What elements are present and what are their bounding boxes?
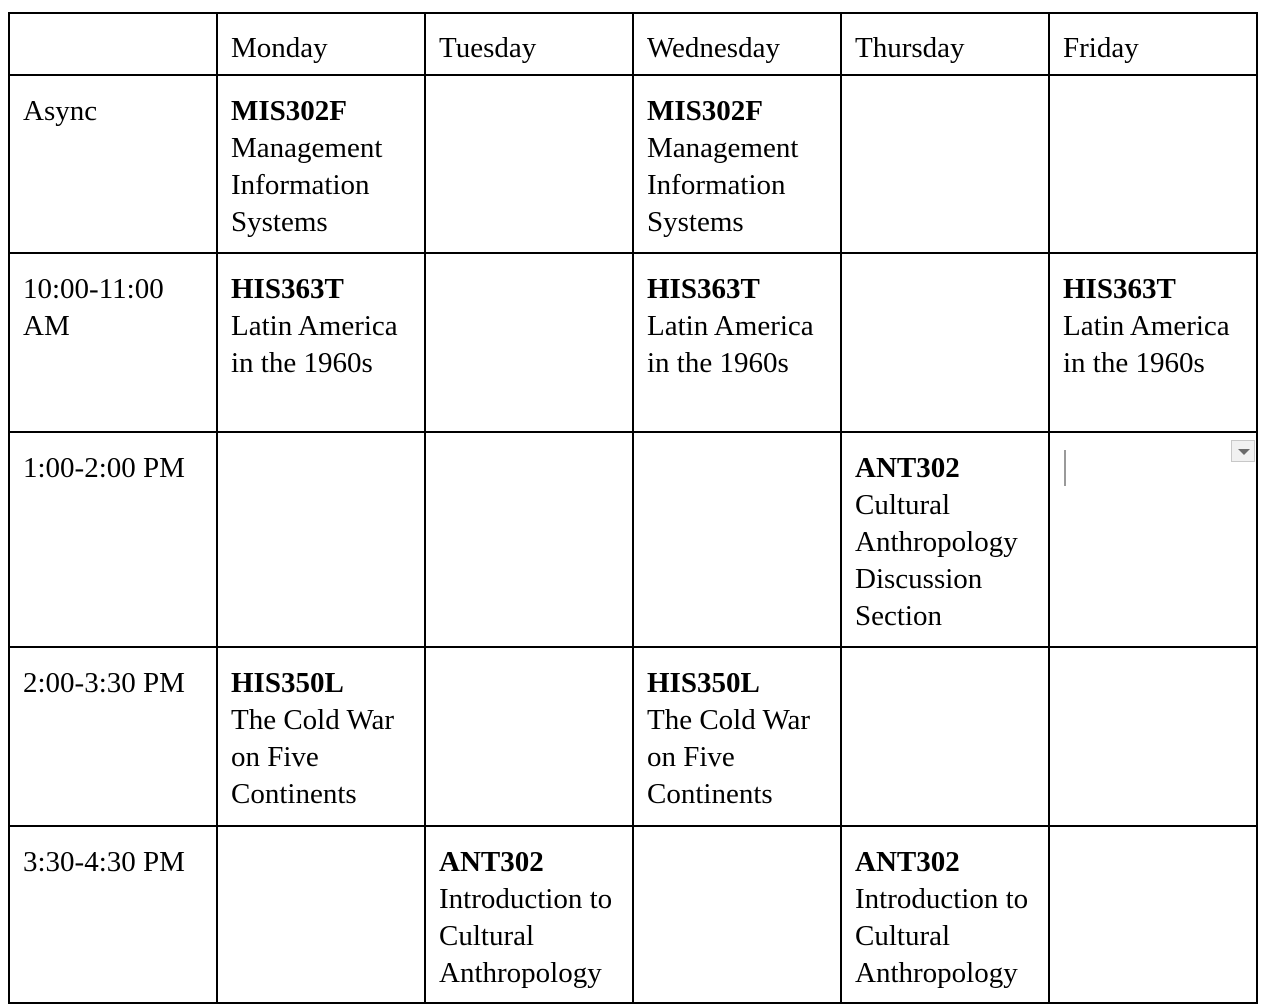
empty-cell-tuesday[interactable] bbox=[425, 75, 633, 253]
course-name: Cultural Anthropology Discussion Section bbox=[855, 489, 1018, 632]
time-cell[interactable]: 1:00-2:00 PM bbox=[9, 432, 217, 647]
active-cell-friday[interactable] bbox=[1049, 432, 1257, 647]
header-cell-monday[interactable]: Monday bbox=[217, 13, 425, 75]
course-name: Latin America in the 1960s bbox=[231, 310, 398, 379]
course-cell-tuesday[interactable] bbox=[425, 826, 633, 1003]
time-cell[interactable]: 10:00-11:00 AM bbox=[9, 253, 217, 432]
empty-cell-tuesday[interactable] bbox=[425, 253, 633, 432]
empty-cell-monday[interactable] bbox=[217, 432, 425, 647]
time-cell[interactable]: 3:30-4:30 PM bbox=[9, 826, 217, 1003]
course-cell-monday[interactable] bbox=[217, 647, 425, 826]
course-cell-wednesday[interactable] bbox=[633, 75, 841, 253]
header-cell-blank[interactable] bbox=[9, 13, 217, 75]
course-code: HIS350L bbox=[647, 667, 760, 699]
header-cell-friday[interactable]: Friday bbox=[1049, 13, 1257, 75]
course-cell-friday[interactable] bbox=[1049, 253, 1257, 432]
empty-cell-thursday[interactable] bbox=[841, 253, 1049, 432]
empty-cell-tuesday[interactable] bbox=[425, 647, 633, 826]
course-name: The Cold War on Five Continents bbox=[231, 704, 395, 810]
course-code: HIS363T bbox=[231, 273, 344, 305]
course-name: Latin America in the 1960s bbox=[1063, 310, 1230, 379]
course-cell-monday[interactable] bbox=[217, 253, 425, 432]
course-name: Introduction to Cultural Anthropology bbox=[439, 883, 613, 989]
empty-cell-friday[interactable] bbox=[1049, 826, 1257, 1003]
course-code: HIS350L bbox=[231, 667, 344, 699]
course-name: Latin America in the 1960s bbox=[647, 310, 814, 379]
chevron-down-icon bbox=[1238, 449, 1250, 455]
course-cell-thursday[interactable] bbox=[841, 432, 1049, 647]
header-row bbox=[9, 13, 1257, 75]
course-code: ANT302 bbox=[855, 452, 960, 484]
empty-cell-friday[interactable] bbox=[1049, 75, 1257, 253]
empty-cell-thursday[interactable] bbox=[841, 75, 1049, 253]
course-cell-thursday[interactable] bbox=[841, 826, 1049, 1003]
course-name: Management Information Systems bbox=[231, 132, 383, 238]
course-cell-monday[interactable] bbox=[217, 75, 425, 253]
table-row bbox=[9, 432, 1257, 647]
time-cell[interactable]: Async bbox=[9, 75, 217, 253]
table-row bbox=[9, 253, 1257, 432]
empty-cell-monday[interactable] bbox=[217, 826, 425, 1003]
table-row bbox=[9, 826, 1257, 1003]
table-row bbox=[9, 647, 1257, 826]
header-cell-tuesday[interactable]: Tuesday bbox=[425, 13, 633, 75]
course-cell-wednesday[interactable] bbox=[633, 253, 841, 432]
empty-cell-thursday[interactable] bbox=[841, 647, 1049, 826]
header-cell-thursday[interactable]: Thursday bbox=[841, 13, 1049, 75]
course-code: ANT302 bbox=[855, 846, 960, 878]
course-code: HIS363T bbox=[1063, 273, 1176, 305]
text-cursor bbox=[1064, 450, 1066, 486]
empty-cell-wednesday[interactable] bbox=[633, 826, 841, 1003]
course-code: ANT302 bbox=[439, 846, 544, 878]
course-code: MIS302F bbox=[647, 95, 763, 127]
time-cell[interactable]: 2:00-3:30 PM bbox=[9, 647, 217, 826]
empty-cell-tuesday[interactable] bbox=[425, 432, 633, 647]
empty-cell-friday[interactable] bbox=[1049, 647, 1257, 826]
course-code: HIS363T bbox=[647, 273, 760, 305]
course-cell-wednesday[interactable] bbox=[633, 647, 841, 826]
header-cell-wednesday[interactable]: Wednesday bbox=[633, 13, 841, 75]
empty-cell-wednesday[interactable] bbox=[633, 432, 841, 647]
schedule-table bbox=[8, 12, 1258, 1004]
course-code: MIS302F bbox=[231, 95, 347, 127]
course-name: Management Information Systems bbox=[647, 132, 799, 238]
cell-dropdown-button[interactable] bbox=[1231, 440, 1255, 462]
table-row bbox=[9, 75, 1257, 253]
course-name: The Cold War on Five Continents bbox=[647, 704, 811, 810]
course-name: Introduction to Cultural Anthropology bbox=[855, 883, 1029, 989]
